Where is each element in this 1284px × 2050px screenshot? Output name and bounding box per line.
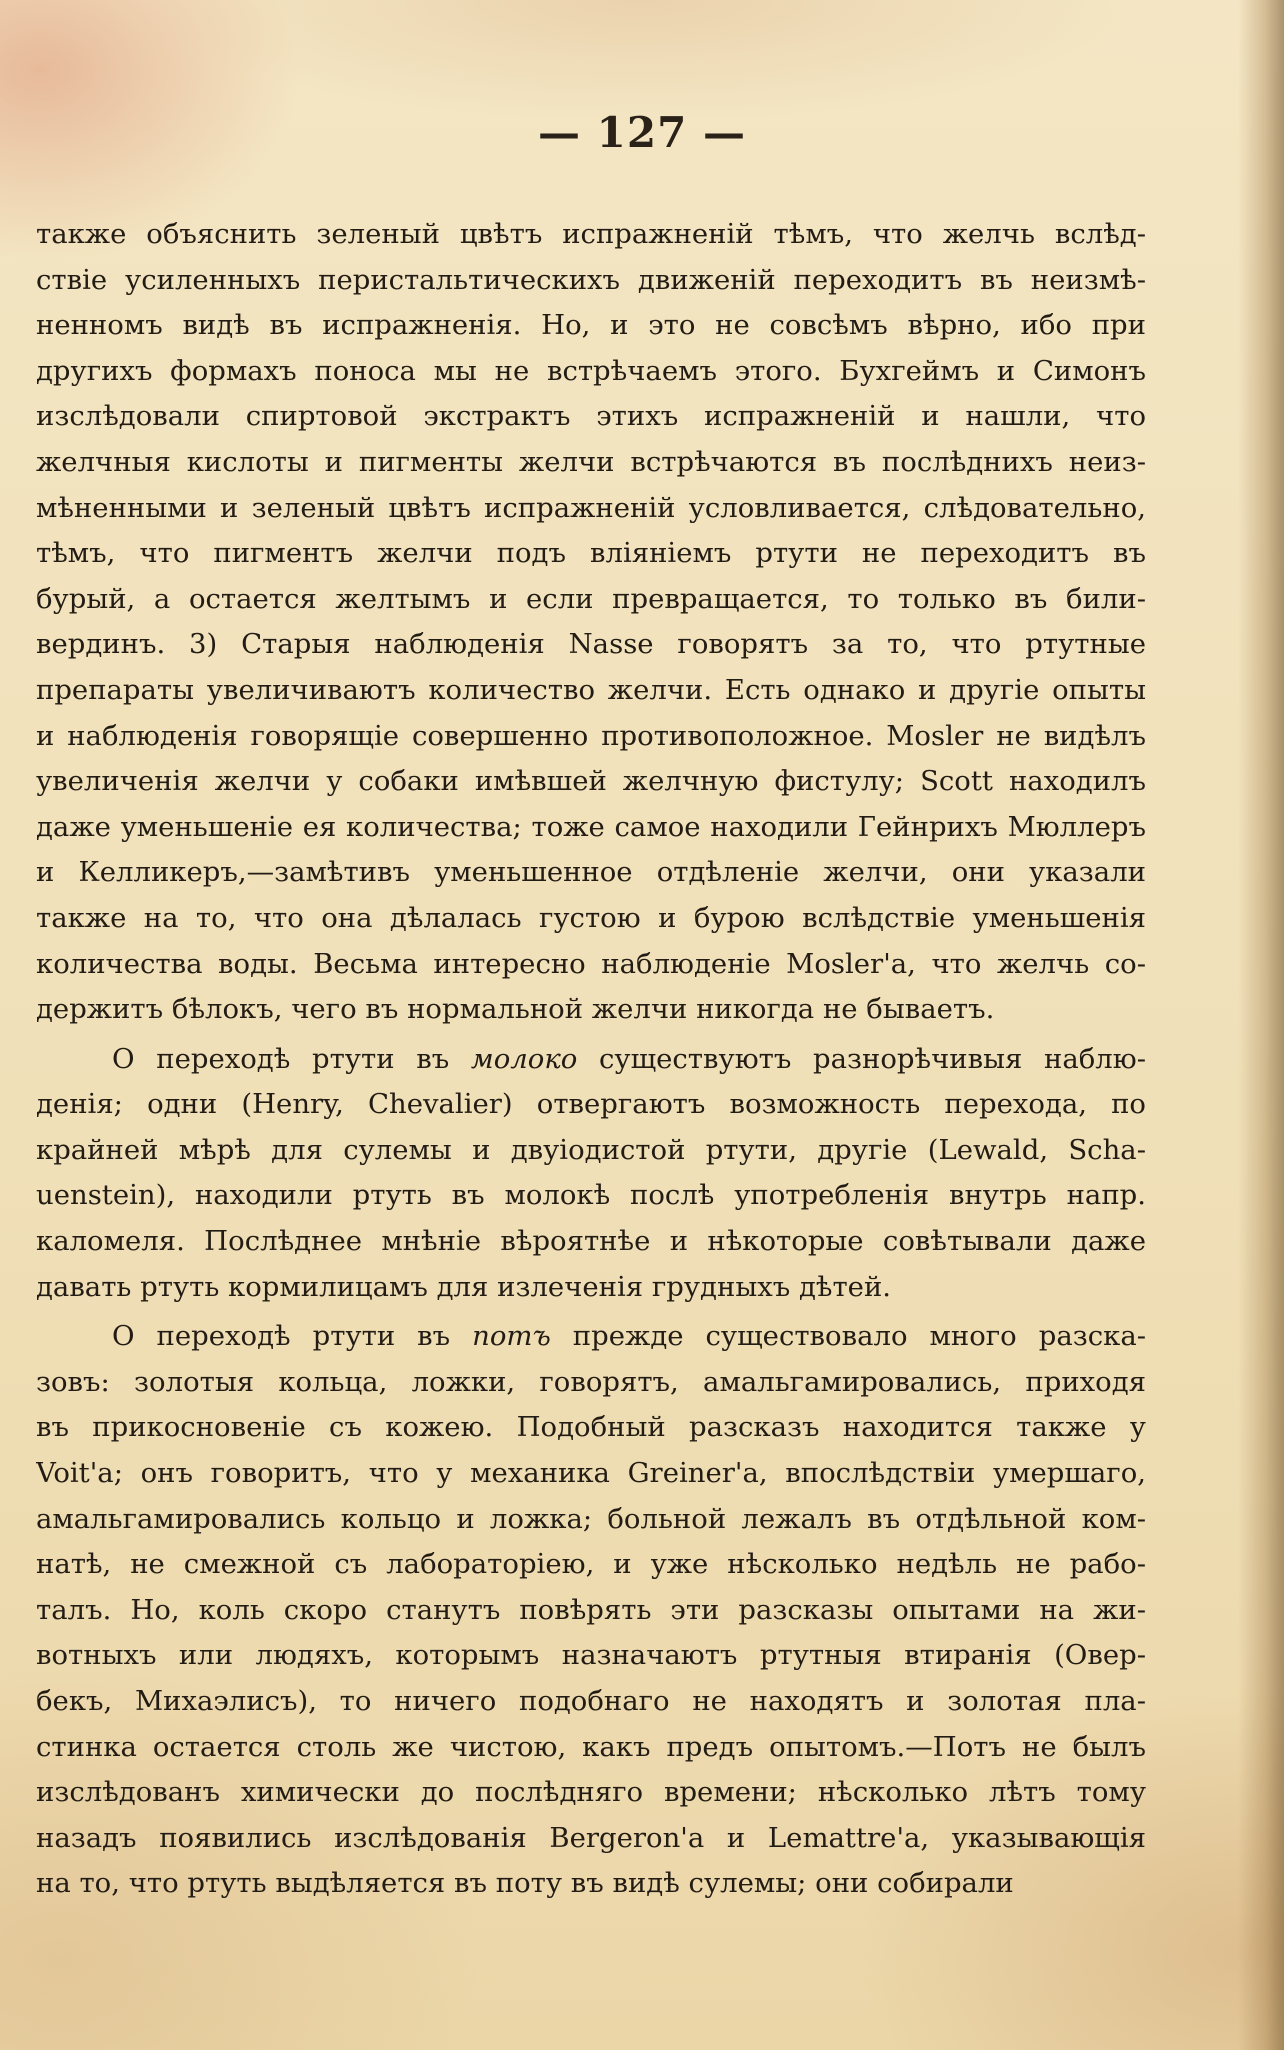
text-line: зовъ: золотыя кольца, ложки, говорятъ, амальгамировались, приходя (36, 1365, 1146, 1398)
text-line: бекъ, Михаэлисъ), то ничего подобнаго не находятъ и золотая пла- (36, 1685, 1146, 1717)
text-line: вердинъ. 3) Старыя наблюденія Nasse говорятъ за то, что ртутные (36, 628, 1146, 661)
text-line: бурый, а остается желтымъ и если превращается, то только въ били- (36, 582, 1146, 615)
italic-term: потъ (472, 1320, 551, 1353)
text-line: въ прикосновеніе съ кожею. Подобный разсказъ находится также у (36, 1411, 1146, 1444)
text-line: денія; одни (Henry, Chevalier) отвергаютъ возможность перехода, по (36, 1088, 1146, 1121)
text-line: каломеля. Послѣднее мнѣніе вѣроятнѣе и нѣкоторые совѣтывали даже (36, 1225, 1146, 1258)
text-line: препараты увеличиваютъ количество желчи. Есть однако и другіе опыты (36, 673, 1146, 706)
text-line: другихъ формахъ поноса мы не встрѣчаемъ этого. Бухгеймъ и Симонъ (36, 354, 1146, 387)
text-line: увеличенія желчи у собаки имѣвшей желчную фистулу; Scott находилъ (36, 765, 1146, 798)
text-line: ствіе усиленныхъ перистальтическихъ движеній переходитъ въ неизмѣ- (36, 263, 1146, 296)
text-line: амальгамировались кольцо и ложка; больной лежалъ въ отдѣльной ком- (36, 1502, 1146, 1535)
text-line: стинка остается столь же чистою, какъ предъ опытомъ.—Потъ не былъ (36, 1730, 1146, 1763)
text-line: крайней мѣрѣ для сулемы и двуіодистой ртути, другіе (Lewald, Scha- (36, 1133, 1146, 1166)
text-line: назадъ появились изслѣдованія Bergeron'a и Lemattre'a, указывающія (36, 1821, 1146, 1854)
text-line: также объяснить зеленый цвѣтъ испражненій тѣмъ, что желчь вслѣд- (36, 218, 1146, 250)
text-line: количества воды. Весьма интересно наблюденіе Mosler'a, что желчь со- (36, 947, 1146, 980)
text-line: и Келликеръ,—замѣтивъ уменьшенное отдѣленіе желчи, они указали (36, 856, 1146, 889)
page-edge-shadow (1238, 0, 1284, 2050)
text-line: также на то, что она дѣлалась густою и бурою вслѣдствіе уменьшенія (36, 901, 1146, 934)
text-line: натѣ, не смежной съ лабораторіею, и уже нѣсколько недѣль не рабо- (36, 1548, 1146, 1581)
text-line: на то, что ртуть выдѣляется въ поту въ видѣ сулемы; они собирали (36, 1867, 1014, 1900)
text-line: изслѣдованъ химически до послѣдняго времени; нѣсколько лѣтъ тому (36, 1776, 1146, 1809)
body-text (36, 212, 1146, 1907)
text-line: и наблюденія говорящіе совершенно противоположное. Mosler не видѣлъ (36, 719, 1146, 752)
text-line: О переходѣ ртути въ молоко существуютъ разнорѣчивыя наблю- (112, 1042, 1146, 1075)
text-line: желчныя кислоты и пигменты желчи встрѣчаются въ послѣднихъ неиз- (36, 445, 1146, 478)
text-line: давать ртуть кормилицамъ для излеченія грудныхъ дѣтей. (36, 1270, 892, 1303)
text-line: талъ. Но, коль скоро станутъ повѣрять эти разсказы опытами на жи- (36, 1593, 1146, 1626)
text-line: ненномъ видѣ въ испражненія. Но, и это не совсѣмъ вѣрно, ибо при (36, 309, 1146, 342)
text-line: вотныхъ или людяхъ, которымъ назначаютъ ртутныя втиранія (Овер- (36, 1639, 1146, 1672)
text-line: тѣмъ, что пигментъ желчи подъ вліяніемъ ртути не переходитъ въ (36, 537, 1146, 570)
text-line: uenstein), находили ртуть въ молокѣ послѣ употребленія внутрь напр. (36, 1179, 1146, 1212)
text-line: О переходѣ ртути въ потъ прежде существовало много разска- (112, 1320, 1146, 1353)
text-line: Voit'a; онъ говоритъ, что у механика Greiner'a, впослѣдствіи умершаго, (36, 1457, 1146, 1490)
text-line: изслѣдовали спиртовой экстрактъ этихъ испражненій и нашли, что (36, 400, 1146, 433)
text-line: даже уменьшеніе ея количества; тоже самое находили Гейнрихъ Мюллеръ (36, 810, 1146, 843)
page-number: — 127 — (538, 108, 746, 157)
text-line: мѣненными и зеленый цвѣтъ испражненій условливается, слѣдовательно, (36, 491, 1146, 524)
italic-term: молоко (470, 1042, 578, 1075)
text-line: держитъ бѣлокъ, чего въ нормальной желчи никогда не бываетъ. (36, 993, 995, 1026)
